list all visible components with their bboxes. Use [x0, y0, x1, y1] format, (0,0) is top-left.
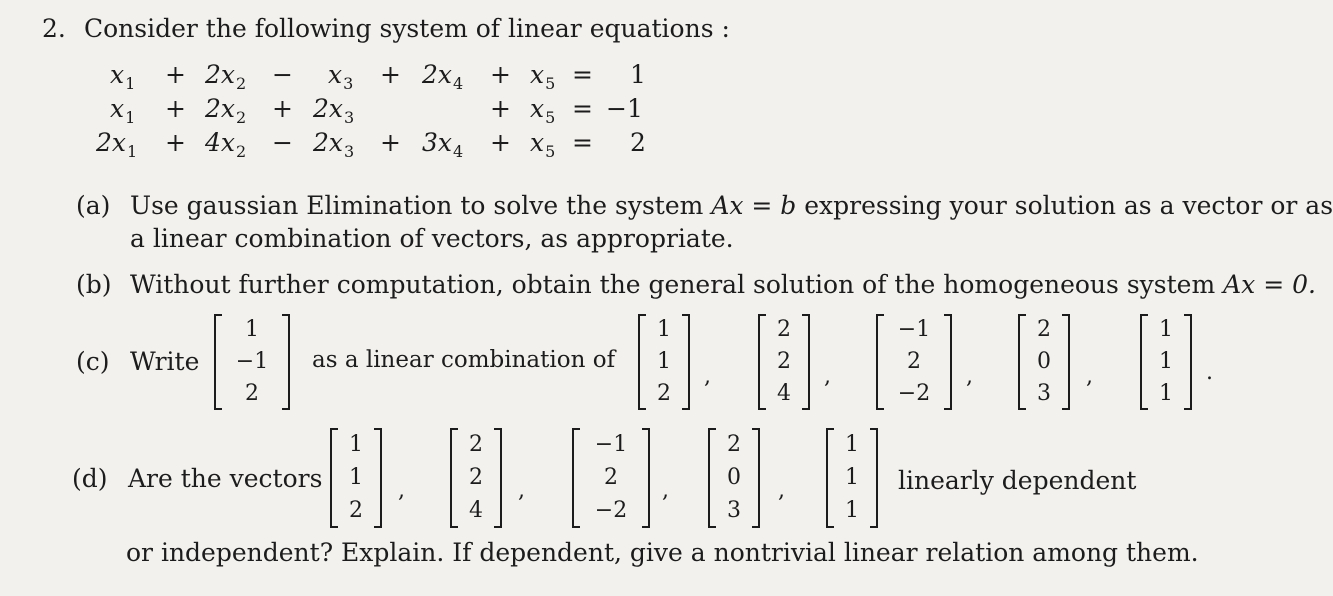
eq2-op4: + — [490, 94, 511, 123]
c-vector-2-entry-3: 4 — [777, 381, 791, 406]
eq1-op3: + — [380, 60, 401, 89]
eq3-rhs: 2 — [630, 128, 646, 157]
c-sep-1: , — [704, 364, 711, 389]
c-sep-3: , — [966, 364, 973, 389]
eq1-term4: $2x_4$ — [422, 60, 464, 93]
eq3-op3: + — [380, 128, 401, 157]
c-vector-2-entry-1: 2 — [777, 317, 791, 342]
eq3-term5: $x_5$ — [530, 128, 556, 161]
eq3-op1: + — [165, 128, 186, 157]
c-vector-3 — [876, 314, 952, 410]
d-vector-1-entry-2: 1 — [349, 464, 363, 490]
eq2-rhs: −1 — [606, 94, 643, 123]
eq1-op1: + — [165, 60, 186, 89]
c-vector-2-entry-2: 2 — [777, 349, 791, 374]
eq1-term1: $x_1$ — [110, 60, 136, 93]
eq3-term2: $4x_2$ — [205, 128, 247, 161]
eq1-op2: − — [272, 60, 293, 89]
d-sep-2: , — [518, 478, 525, 503]
c-vector-1-entry-3: 2 — [657, 381, 671, 406]
eq3-op4: + — [490, 128, 511, 157]
eq1-op4: + — [490, 60, 511, 89]
d-vector-5-entry-1: 1 — [845, 431, 859, 457]
eq2-equals: = — [572, 94, 593, 123]
d-vector-4-entry-3: 3 — [727, 498, 741, 524]
eq1-term3: $x_3$ — [328, 60, 354, 93]
c-vector-3-entry-1: −1 — [897, 317, 931, 342]
c-vector-2 — [758, 314, 810, 410]
part-d-label: (d) — [72, 464, 108, 493]
c-vector-1-entry-2: 1 — [657, 349, 671, 374]
c-vector-3-entry-2: 2 — [907, 349, 921, 374]
c-vector-4-entry-2: 0 — [1037, 349, 1051, 374]
target-vector-entry-3: 2 — [245, 381, 259, 406]
eq2-op1: + — [165, 94, 186, 123]
part-d-text2: linearly dependent — [898, 466, 1137, 495]
d-sep-1: , — [398, 478, 405, 503]
d-vector-2 — [450, 428, 502, 528]
part-b-text: Without further computation, obtain the general solution of the homogeneous system Ax = 0. — [130, 270, 1316, 299]
part-b-label: (b) — [76, 270, 112, 299]
eq1-term5: $x_5$ — [530, 60, 556, 93]
part-c-label: (c) — [76, 347, 110, 376]
c-vector-1 — [638, 314, 690, 410]
eq2-term3: $2x_3$ — [313, 94, 355, 127]
eq2-term1: $x_1$ — [110, 94, 136, 127]
d-vector-5-entry-3: 1 — [845, 498, 859, 524]
c-vector-5-entry-2: 1 — [1159, 349, 1173, 374]
c-sep-4: , — [1086, 364, 1093, 389]
eq2-op2: + — [272, 94, 293, 123]
problem-number: 2. — [42, 14, 66, 43]
d-vector-2-entry-1: 2 — [469, 431, 483, 457]
c-vector-3-entry-3: −2 — [897, 381, 931, 406]
d-vector-2-entry-3: 4 — [469, 498, 483, 524]
d-vector-3 — [572, 428, 650, 528]
d-sep-3: , — [662, 478, 669, 503]
part-d-line2: or independent? Explain. If dependent, give a nontrivial linear relation among them. — [126, 538, 1199, 567]
eq3-term3: $2x_3$ — [313, 128, 355, 161]
c-vector-4-entry-3: 3 — [1037, 381, 1051, 406]
target-vector — [214, 314, 290, 410]
part-c-middle: as a linear combination of — [312, 347, 616, 373]
d-vector-3-entry-2: 2 — [604, 464, 618, 490]
c-end-period: . — [1206, 360, 1213, 385]
part-a-line2: a linear combination of vectors, as appropriate. — [130, 224, 734, 253]
d-vector-3-entry-1: −1 — [594, 431, 628, 457]
eq1-equals: = — [572, 60, 593, 89]
part-d-text1: Are the vectors — [128, 464, 323, 493]
eq2-term5: $x_5$ — [530, 94, 556, 127]
c-vector-4-entry-1: 2 — [1037, 317, 1051, 342]
target-vector-entry-1: 1 — [245, 317, 259, 342]
eq1-rhs: 1 — [630, 60, 646, 89]
d-vector-3-entry-3: −2 — [594, 498, 628, 524]
d-sep-4: , — [778, 478, 785, 503]
target-vector-entry-2: −1 — [235, 349, 269, 374]
eq3-op2: − — [272, 128, 293, 157]
d-vector-4-entry-1: 2 — [727, 431, 741, 457]
d-vector-1-entry-1: 1 — [349, 431, 363, 457]
d-vector-1 — [330, 428, 382, 528]
c-vector-5-entry-3: 1 — [1159, 381, 1173, 406]
eq3-term4: $3x_4$ — [422, 128, 464, 161]
c-vector-1-entry-1: 1 — [657, 317, 671, 342]
part-c-write: Write — [130, 347, 200, 376]
d-vector-5-entry-2: 1 — [845, 464, 859, 490]
eq3-term1: $2x_1$ — [96, 128, 138, 161]
d-vector-2-entry-2: 2 — [469, 464, 483, 490]
d-vector-4 — [708, 428, 760, 528]
d-vector-1-entry-3: 2 — [349, 498, 363, 524]
eq2-term2: $2x_2$ — [205, 94, 247, 127]
c-vector-4 — [1018, 314, 1070, 410]
c-vector-5 — [1140, 314, 1192, 410]
part-a-label: (a) — [76, 191, 111, 220]
c-vector-5-entry-1: 1 — [1159, 317, 1173, 342]
d-vector-4-entry-2: 0 — [727, 464, 741, 490]
eq3-equals: = — [572, 128, 593, 157]
d-vector-5 — [826, 428, 878, 528]
c-sep-2: , — [824, 364, 831, 389]
eq1-term2: $2x_2$ — [205, 60, 247, 93]
problem-intro: Consider the following system of linear equations : — [84, 14, 730, 43]
part-a-line1: Use gaussian Elimination to solve the system Ax = b expressing your solution as a vector or as — [130, 191, 1333, 220]
